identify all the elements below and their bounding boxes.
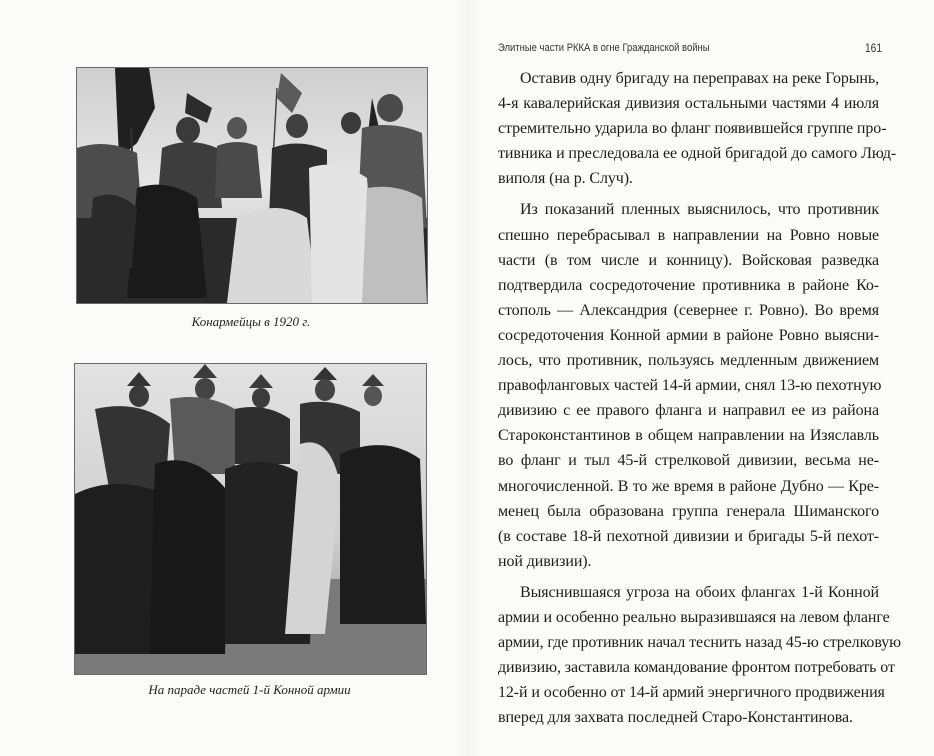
text-line: Староконстантинов в общем направлении на Изяславль — [498, 427, 879, 445]
text-line: 4-я кавалерийская дивизия остальными частями 4 июля — [498, 95, 879, 113]
photo-caption-parade: На параде частей 1-й Конной армии — [148, 682, 351, 697]
text-line: армии, где противник начал теснить назад 45-ю стрелковую — [498, 634, 901, 652]
paragraph-1 — [498, 66, 897, 191]
text-line: лось, что противник, пользуясь медленным движением — [498, 352, 879, 370]
text-line: виполя (на р. Случ). — [498, 170, 633, 188]
text-line: дивизию, заставила командование фронтом потребовать от — [498, 659, 895, 677]
text-line: 12-й и особенно от 14-й армий энергичного продвижения — [498, 684, 885, 702]
text-line: Из показаний пленных выяснилось, что противник — [520, 201, 879, 219]
running-head: Элитные части РККА в огне Гражданской войны — [498, 42, 710, 54]
text-line: подтвердила сосредоточение противника в районе Ко- — [498, 276, 879, 294]
paragraph-3 — [498, 580, 901, 731]
text-line: правофланговых частей 14-й армии, снял 13-ю пехотную — [498, 377, 882, 395]
text-line: части (в том числе и конницу). Войсковая разведка — [498, 251, 879, 269]
text-line: дивизию с ее правого фланга и направил ее из района — [498, 402, 879, 420]
body-text — [498, 66, 901, 730]
text-line: Выяснившаяся угроза на обоих флангах 1-й Конной — [520, 583, 879, 601]
photo-konarmeitsy — [76, 67, 428, 304]
right-page — [467, 0, 934, 756]
text-line: тивника и преследовала ее одной бригадой до самого Люд- — [498, 145, 897, 163]
text-line: многочисленной. В то же время в районе Дубно — Кре- — [498, 477, 879, 495]
text-line: стополь — Александрия (севернее г. Ровно). Во время — [498, 301, 879, 319]
photo-parade — [74, 363, 427, 675]
text-line: стремительно ударила во фланг появившейся группе про- — [498, 120, 887, 138]
paragraph-2 — [498, 197, 882, 573]
text-line: во фланг и тыл 45-й стрелковой дивизии, весьма не- — [498, 452, 879, 470]
text-line: (в составе 18-й пехотной дивизии и бригады 5-й пехот- — [498, 527, 879, 545]
parade-photo-illustration — [75, 364, 426, 674]
text-line: Оставив одну бригаду на переправах на реке Горынь, — [520, 70, 879, 87]
photo-caption-konarmeitsy: Конармейцы в 1920 г. — [191, 314, 311, 329]
text-line: ной дивизии). — [498, 552, 592, 570]
text-line: вперед для захвата последней Старо-Константинова. — [498, 709, 853, 727]
text-line: менец была образована группа генерала Шиманского — [498, 502, 879, 520]
text-line: армии и особенно реально выразившаяся на левом фланге — [498, 608, 890, 626]
page-number: 161 — [864, 41, 882, 55]
text-line: сосредоточения Конной армии в районе Ровно выясни- — [498, 326, 879, 344]
text-line: спешно перебрасывал в направлении на Ровно новые — [498, 226, 879, 244]
cavalry-photo-illustration — [77, 68, 427, 303]
